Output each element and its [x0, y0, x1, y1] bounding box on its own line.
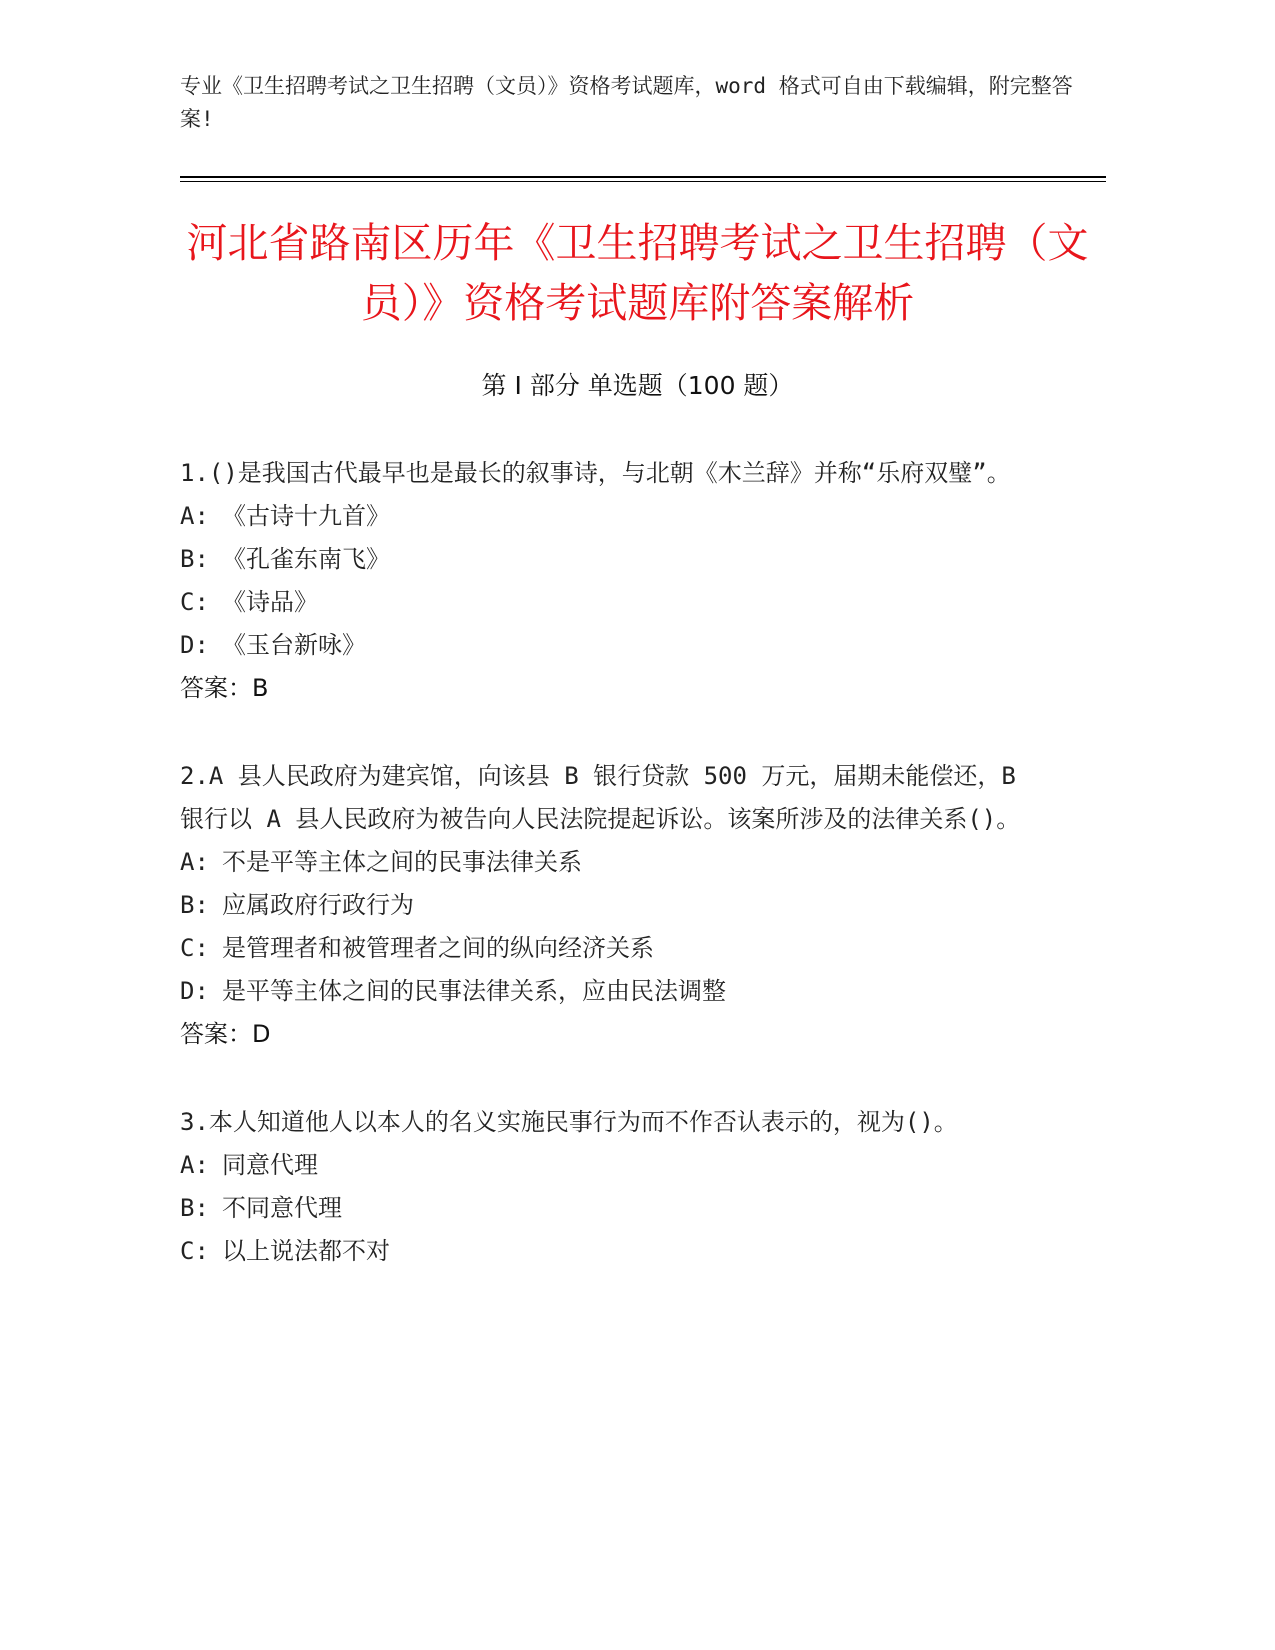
- option-a: [180, 1144, 1040, 1187]
- option-key: B:: [180, 891, 209, 919]
- option-key: C:: [180, 1237, 209, 1265]
- option-key: D:: [180, 631, 209, 659]
- option-c: [180, 581, 1040, 624]
- option-key: C:: [180, 934, 209, 962]
- question-stem: 1.()是我国古代最早也是最长的叙事诗，与北朝《木兰辞》并称“乐府双璧”。: [180, 459, 1011, 487]
- question-stem: 2.A 县人民政府为建宾馆，向该县 B 银行贷款 500 万元，届期未能偿还，B 银行以 A 县人民政府为被告向人民法院提起诉讼。该案所涉及的法律关系()。: [180, 762, 1021, 833]
- question-2: [180, 755, 1040, 1056]
- header-divider: [180, 176, 1106, 178]
- option-text: 《古诗十九首》: [222, 502, 390, 530]
- question-1: [180, 452, 1040, 710]
- option-text: 以上说法都不对: [222, 1237, 390, 1265]
- option-text: 《玉台新咏》: [222, 631, 366, 659]
- option-text: 不是平等主体之间的民事法律关系: [222, 848, 582, 876]
- option-key: D:: [180, 977, 209, 1005]
- answer-line: 答案：B: [180, 674, 269, 702]
- question-3: [180, 1101, 1040, 1273]
- option-text: 应属政府行政行为: [222, 891, 414, 919]
- section-heading: 第 I 部分 单选题（100 题）: [481, 371, 794, 400]
- option-c: [180, 1230, 1040, 1273]
- question-list: [180, 452, 1040, 1318]
- question-stem: 3.本人知道他人以本人的名义实施民事行为而不作否认表示的，视为()。: [180, 1108, 958, 1136]
- option-b: [180, 1187, 1040, 1230]
- option-d: [180, 624, 1040, 667]
- option-text: 不同意代理: [222, 1194, 342, 1222]
- option-c: [180, 927, 1040, 970]
- header-note: 专业《卫生招聘考试之卫生招聘（文员）》资格考试题库，word 格式可自由下载编辑，附完整答案!: [180, 74, 1073, 131]
- option-key: A:: [180, 502, 209, 530]
- option-text: 同意代理: [222, 1151, 318, 1179]
- header-divider-thin: [180, 181, 1106, 182]
- option-b: [180, 884, 1040, 927]
- answer-line: 答案：D: [180, 1020, 271, 1048]
- option-b: [180, 538, 1040, 581]
- option-key: A:: [180, 848, 209, 876]
- option-text: 是管理者和被管理者之间的纵向经济关系: [222, 934, 654, 962]
- option-d: [180, 970, 1040, 1013]
- option-key: C:: [180, 588, 209, 616]
- option-key: B:: [180, 1194, 209, 1222]
- option-a: [180, 841, 1040, 884]
- option-key: A:: [180, 1151, 209, 1179]
- option-key: B:: [180, 545, 209, 573]
- document-title: 河北省路南区历年《卫生招聘考试之卫生招聘（文员）》资格考试题库附答案解析: [186, 219, 1089, 327]
- option-text: 《诗品》: [222, 588, 318, 616]
- option-text: 《孔雀东南飞》: [222, 545, 390, 573]
- option-text: 是平等主体之间的民事法律关系，应由民法调整: [222, 977, 726, 1005]
- option-a: [180, 495, 1040, 538]
